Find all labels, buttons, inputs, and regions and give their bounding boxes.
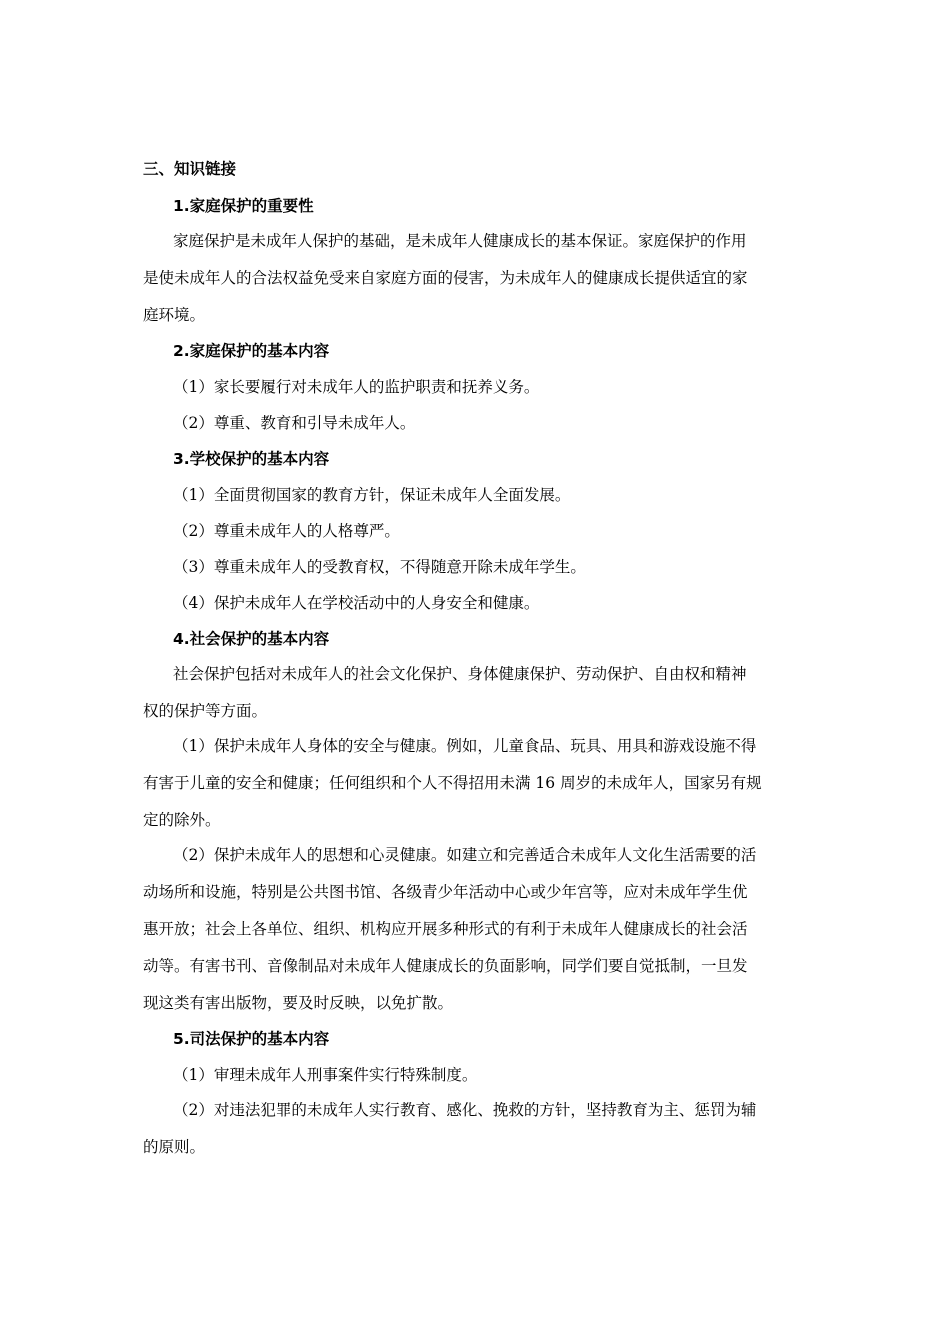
paragraph-line: 是使未成年人的合法权益免受来自家庭方面的侵害，为未成年人的健康成长提供适宜的家 (143, 269, 748, 287)
list-item: （2）尊重、教育和引导未成年人。 (173, 414, 416, 432)
paragraph-line: 的原则。 (143, 1138, 206, 1156)
paragraph-line: 社会保护包括对未成年人的社会文化保护、身体健康保护、劳动保护、自由权和精神 (173, 665, 747, 683)
paragraph-line: 家庭保护是未成年人保护的基础，是未成年人健康成长的基本保证。家庭保护的作用 (173, 232, 747, 250)
paragraph-judicial-item-2 (143, 1092, 809, 1166)
paragraph-line: 惠开放；社会上各单位、组织、机构应开展多种形式的有利于未成年人健康成长的社会活 (143, 920, 748, 938)
paragraph-line: 定的除外。 (143, 811, 221, 829)
paragraph-line: 现这类有害出版物，要及时反映，以免扩散。 (143, 994, 454, 1012)
paragraph-society-item-1 (143, 728, 809, 839)
list-item: （1）全面贯彻国家的教育方针，保证未成年人全面发展。 (173, 486, 571, 504)
paragraph-line: 动等。有害书刊、音像制品对未成年人健康成长的负面影响，同学们要自觉抵制，一旦发 (143, 957, 748, 975)
list-item: （1）审理未成年人刑事案件实行特殊制度。 (173, 1066, 478, 1084)
paragraph-line: 庭环境。 (143, 306, 206, 324)
paragraph-line: 动场所和设施，特别是公共图书馆、各级青少年活动中心或少年宫等，应对未成年学生优 (143, 883, 748, 901)
list-item: （4）保护未成年人在学校活动中的人身安全和健康。 (173, 594, 540, 612)
paragraph-family-importance (143, 223, 809, 334)
list-item: （2）尊重未成年人的人格尊严。 (173, 522, 400, 540)
list-item: （1）家长要履行对未成年人的监护职责和抚养义务。 (173, 378, 540, 396)
paragraph-line: 有害于儿童的安全和健康；任何组织和个人不得招用未满 16 周岁的未成年人，国家另有规 (143, 774, 762, 792)
paragraph-line: （1）保护未成年人身体的安全与健康。例如，儿童食品、玩具、用具和游戏设施不得 (173, 737, 757, 755)
document-body (143, 157, 809, 1171)
paragraph-line: （2）对违法犯罪的未成年人实行教育、感化、挽救的方针，坚持教育为主、惩罚为辅 (173, 1101, 757, 1119)
subsection-title-society-content: 4.社会保护的基本内容 (173, 630, 330, 648)
paragraph-society-item-2 (143, 837, 809, 1022)
list-item: （3）尊重未成年人的受教育权，不得随意开除未成年学生。 (173, 558, 586, 576)
subsection-title-family-importance: 1.家庭保护的重要性 (173, 197, 314, 215)
subsection-title-family-content: 2.家庭保护的基本内容 (173, 342, 330, 360)
paragraph-line: 权的保护等方面。 (143, 702, 268, 720)
section-heading: 三、知识链接 (143, 160, 237, 178)
subsection-title-school-content: 3.学校保护的基本内容 (173, 450, 330, 468)
paragraph-society-overview (143, 656, 809, 730)
subsection-title-judicial-content: 5.司法保护的基本内容 (173, 1030, 330, 1048)
paragraph-line: （2）保护未成年人的思想和心灵健康。如建立和完善适合未成年人文化生活需要的活 (173, 846, 757, 864)
